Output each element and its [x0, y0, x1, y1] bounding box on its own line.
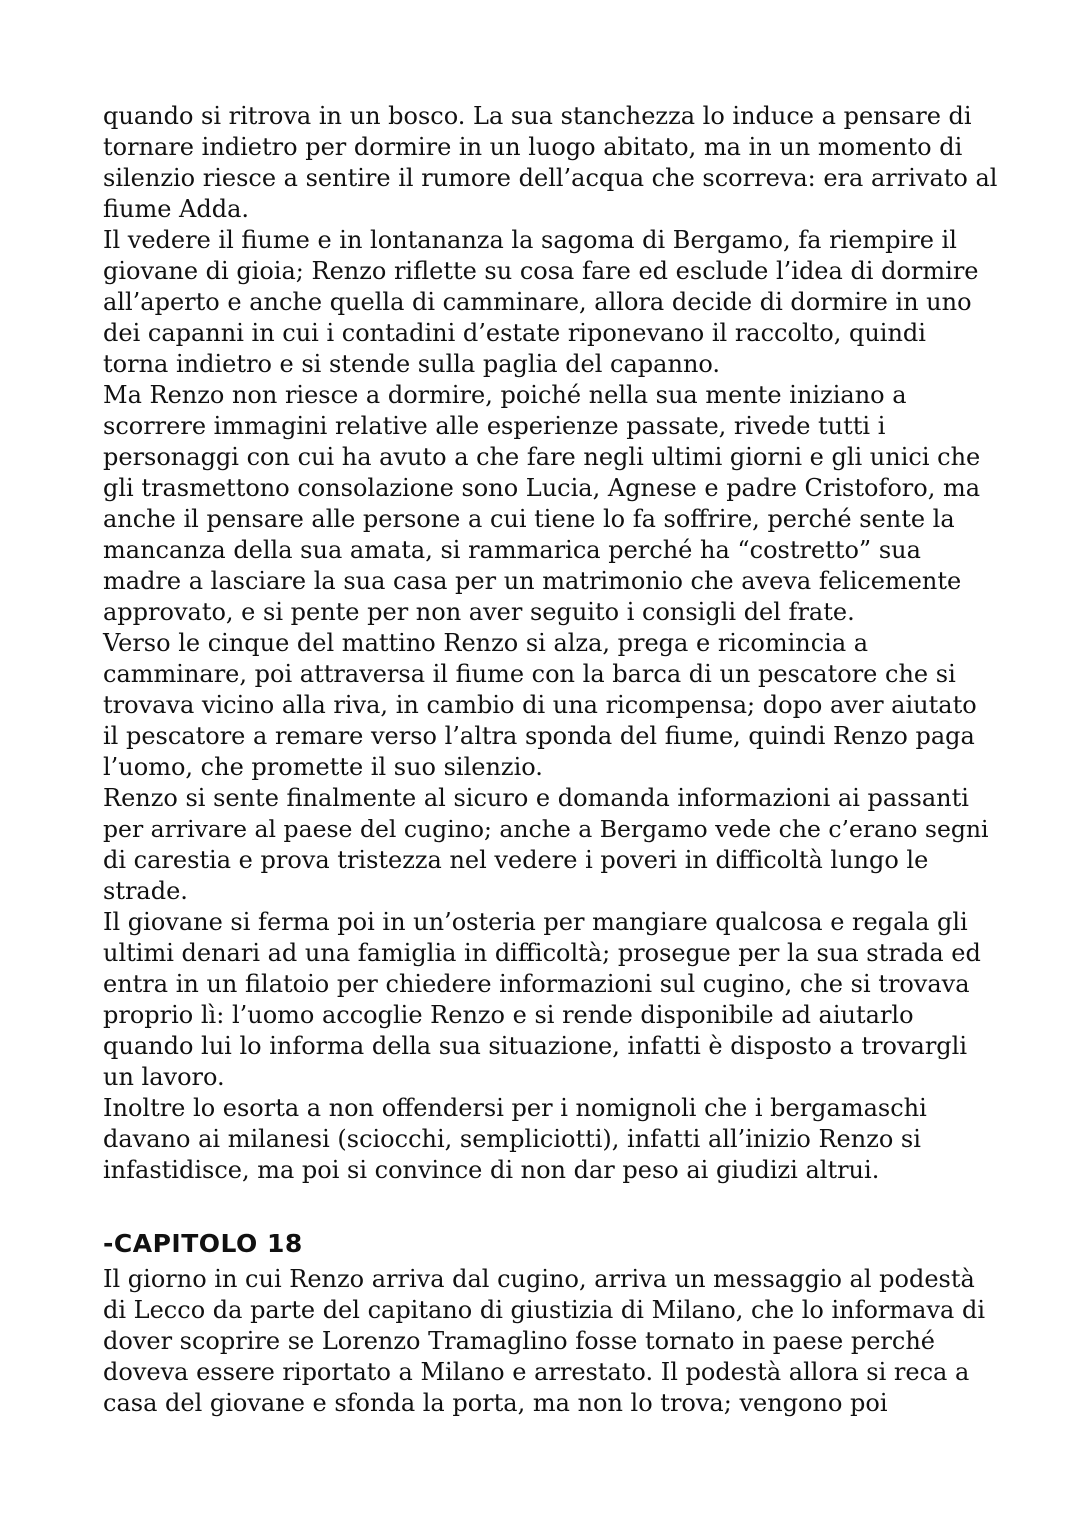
text-line: di carestia e prova tristezza nel vedere i poveri in difficoltà lungo le	[103, 846, 929, 874]
text-line: doveva essere riportato a Milano e arrestato. Il podestà allora si reca a	[103, 1358, 970, 1386]
text-line: anche il pensare alle persone a cui tiene lo fa soffrire, perché sente la	[103, 505, 955, 533]
text-line: davano ai milanesi (sciocchi, sempliciotti), infatti all’inizio Renzo si	[103, 1125, 921, 1153]
text-line: Il giovane si ferma poi in un’osteria per mangiare qualcosa e regala gli	[103, 908, 968, 936]
text-line: camminare, poi attraversa il fiume con la barca di un pescatore che si	[103, 660, 956, 688]
text-line: proprio lì: l’uomo accoglie Renzo e si rende disponibile ad aiutarlo	[103, 1001, 914, 1029]
text-line: Verso le cinque del mattino Renzo si alza, prega e ricomincia a	[103, 629, 869, 657]
text-line: giovane di gioia; Renzo riflette su cosa fare ed esclude l’idea di dormire	[103, 257, 979, 285]
section-chapter-17-text	[103, 101, 1003, 1186]
chapter-18-heading: -CAPITOLO 18	[103, 1229, 303, 1258]
section-chapter-18-text	[103, 1264, 1003, 1419]
text-line: entra in un filatoio per chiedere informazioni sul cugino, che si trovava	[103, 970, 970, 998]
text-line: gli trasmettono consolazione sono Lucia, Agnese e padre Cristoforo, ma	[103, 474, 981, 502]
text-line: dei capanni in cui i contadini d’estate riponevano il raccolto, quindi	[103, 319, 926, 347]
text-line: un lavoro.	[103, 1063, 225, 1091]
text-line: Ma Renzo non riesce a dormire, poiché nella sua mente iniziano a	[103, 381, 907, 409]
text-line: torna indietro e si stende sulla paglia del capanno.	[103, 350, 721, 378]
document-page	[103, 101, 1003, 1419]
text-line: quando lui lo informa della sua situazione, infatti è disposto a trovargli	[103, 1032, 968, 1060]
text-line: il pescatore a remare verso l’altra sponda del fiume, quindi Renzo paga	[103, 722, 975, 750]
text-line: l’uomo, che promette il suo silenzio.	[103, 753, 543, 781]
text-line: Il vedere il fiume e in lontananza la sagoma di Bergamo, fa riempire il	[103, 226, 957, 254]
text-line: fiume Adda.	[103, 195, 250, 223]
text-line: infastidisce, ma poi si convince di non dar peso ai giudizi altrui.	[103, 1156, 880, 1184]
text-line: per arrivare al paese del cugino; anche a Bergamo vede che c’erano segni	[103, 815, 989, 843]
text-line: Inoltre lo esorta a non offendersi per i nomignoli che i bergamaschi	[103, 1094, 927, 1122]
text-line: mancanza della sua amata, si rammarica perché ha “costretto” sua	[103, 536, 921, 564]
text-line: trovava vicino alla riva, in cambio di una ricompensa; dopo aver aiutato	[103, 691, 977, 719]
text-line: casa del giovane e sfonda la porta, ma non lo trova; vengono poi	[103, 1389, 888, 1417]
text-line: strade.	[103, 877, 188, 905]
text-line: scorrere immagini relative alle esperienze passate, rivede tutti i	[103, 412, 886, 440]
text-line: quando si ritrova in un bosco. La sua stanchezza lo induce a pensare di	[103, 102, 972, 130]
text-line: dover scoprire se Lorenzo Tramaglino fosse tornato in paese perché	[103, 1327, 935, 1355]
text-line: personaggi con cui ha avuto a che fare negli ultimi giorni e gli unici che	[103, 443, 981, 471]
text-line: tornare indietro per dormire in un luogo abitato, ma in un momento di	[103, 133, 963, 161]
text-line: di Lecco da parte del capitano di giustizia di Milano, che lo informava di	[103, 1296, 985, 1324]
text-line: silenzio riesce a sentire il rumore dell’acqua che scorreva: era arrivato al	[103, 164, 998, 192]
text-line: Renzo si sente finalmente al sicuro e domanda informazioni ai passanti	[103, 784, 969, 812]
text-line: approvato, e si pente per non aver seguito i consigli del frate.	[103, 598, 855, 626]
text-line: Il giorno in cui Renzo arriva dal cugino, arriva un messaggio al podestà	[103, 1265, 975, 1293]
text-line: ultimi denari ad una famiglia in difficoltà; prosegue per la sua strada ed	[103, 939, 981, 967]
text-line: madre a lasciare la sua casa per un matrimonio che aveva felicemente	[103, 567, 962, 595]
text-line: all’aperto e anche quella di camminare, allora decide di dormire in uno	[103, 288, 972, 316]
